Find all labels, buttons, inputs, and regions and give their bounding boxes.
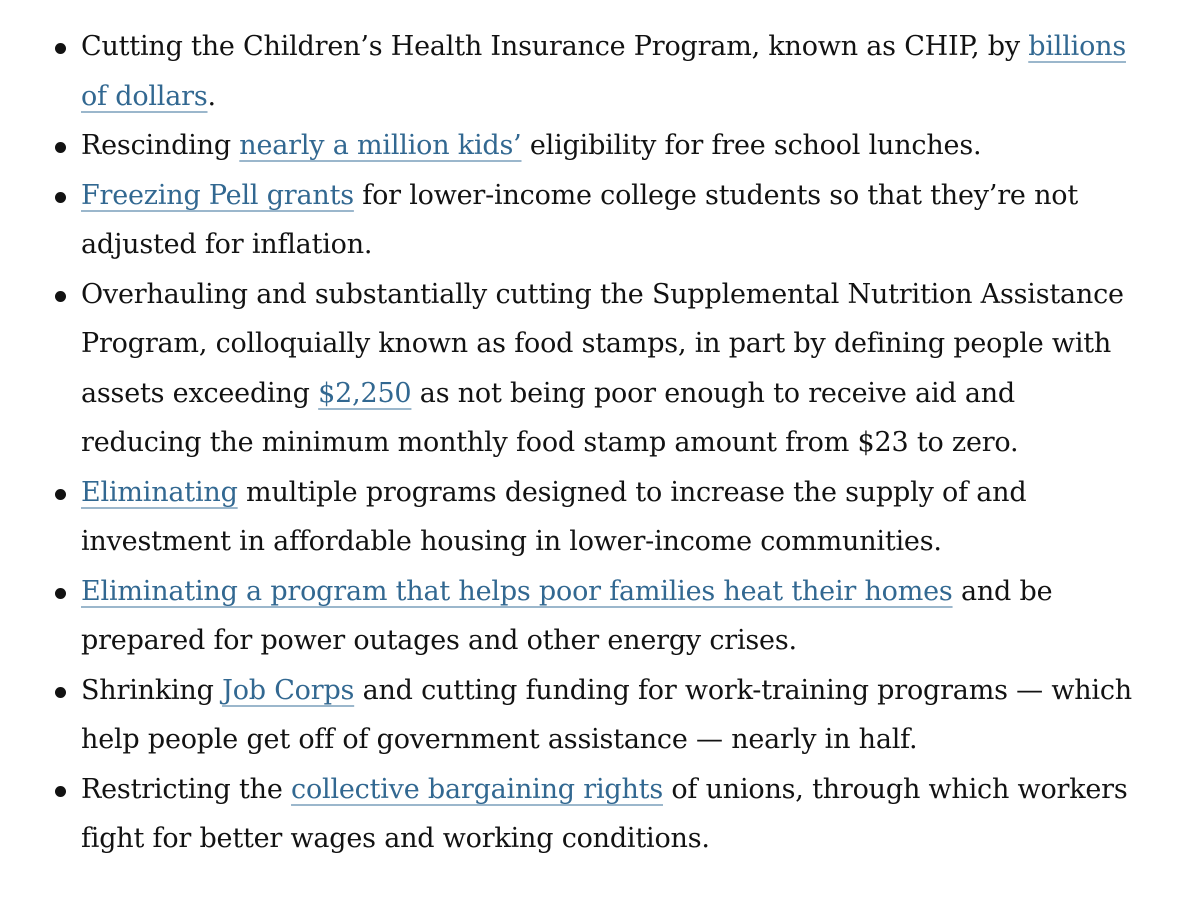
- item-text: for lower-income college students so that they’re not adjusted for inflation.: [81, 179, 1078, 260]
- item-text: eligibility for free school lunches.: [521, 130, 982, 161]
- list-item-home-heating: [0, 567, 1200, 666]
- link-billions-of-dollars[interactable]: billions of dollars: [81, 31, 1126, 112]
- link-eliminating[interactable]: Eliminating: [81, 476, 238, 508]
- item-text: .: [207, 80, 216, 112]
- item-text: Cutting the Children’s Health Insurance Program, known as CHIP, by: [81, 31, 1029, 62]
- item-text: and be prepared for power outages and other energy crises.: [81, 575, 1053, 656]
- bullet-icon: [55, 43, 66, 54]
- bullet-icon: [55, 489, 66, 500]
- list-item-affordable-housing: [0, 468, 1200, 567]
- link-job-corps[interactable]: Job Corps: [222, 674, 355, 706]
- item-text: Rescinding: [81, 130, 240, 161]
- link-freezing-pell-grants[interactable]: Freezing Pell grants: [81, 179, 354, 211]
- link-nearly-a-million-kids[interactable]: nearly a million kids’: [239, 130, 522, 161]
- item-text: multiple programs designed to increase the supply of and investment in affordable housing in lower-income communities.: [81, 476, 1027, 557]
- link-collective-bargaining-rights[interactable]: collective bargaining rights: [291, 773, 663, 805]
- list-item-snap: [0, 270, 1200, 468]
- item-text: and cutting funding for work-training programs — which help people get off of government assistance — nearly in half.: [81, 674, 1132, 755]
- list-item-collective-bargaining: [0, 765, 1200, 864]
- bullet-icon: [55, 786, 66, 797]
- link-eliminating-heating-program[interactable]: Eliminating a program that helps poor families heat their homes: [81, 575, 953, 607]
- bullet-list: [0, 22, 1200, 864]
- link-2250[interactable]: $2,250: [318, 377, 412, 409]
- item-text: as not being poor enough to receive aid and reducing the minimum monthly food stamp amount from $23 to zero.: [81, 377, 1019, 458]
- list-item-job-corps: [0, 666, 1200, 765]
- item-text: Shrinking: [81, 674, 223, 706]
- bullet-icon: [55, 687, 66, 698]
- bullet-icon: [55, 588, 66, 599]
- item-text: of unions, through which workers fight for better wages and working conditions.: [81, 773, 1128, 854]
- list-item-pell-grants: [0, 171, 1200, 270]
- list-item-chip: [0, 22, 1200, 121]
- bullet-icon: [55, 142, 66, 153]
- bullet-icon: [55, 192, 66, 203]
- item-text: Restricting the: [81, 773, 292, 805]
- list-item-school-lunches: [0, 121, 1200, 171]
- bullet-icon: [55, 291, 66, 302]
- item-text: Overhauling and substantially cutting the Supplemental Nutrition Assistance Program, colloquially known as food stamps, in part by defining people with assets exceeding: [81, 278, 1124, 409]
